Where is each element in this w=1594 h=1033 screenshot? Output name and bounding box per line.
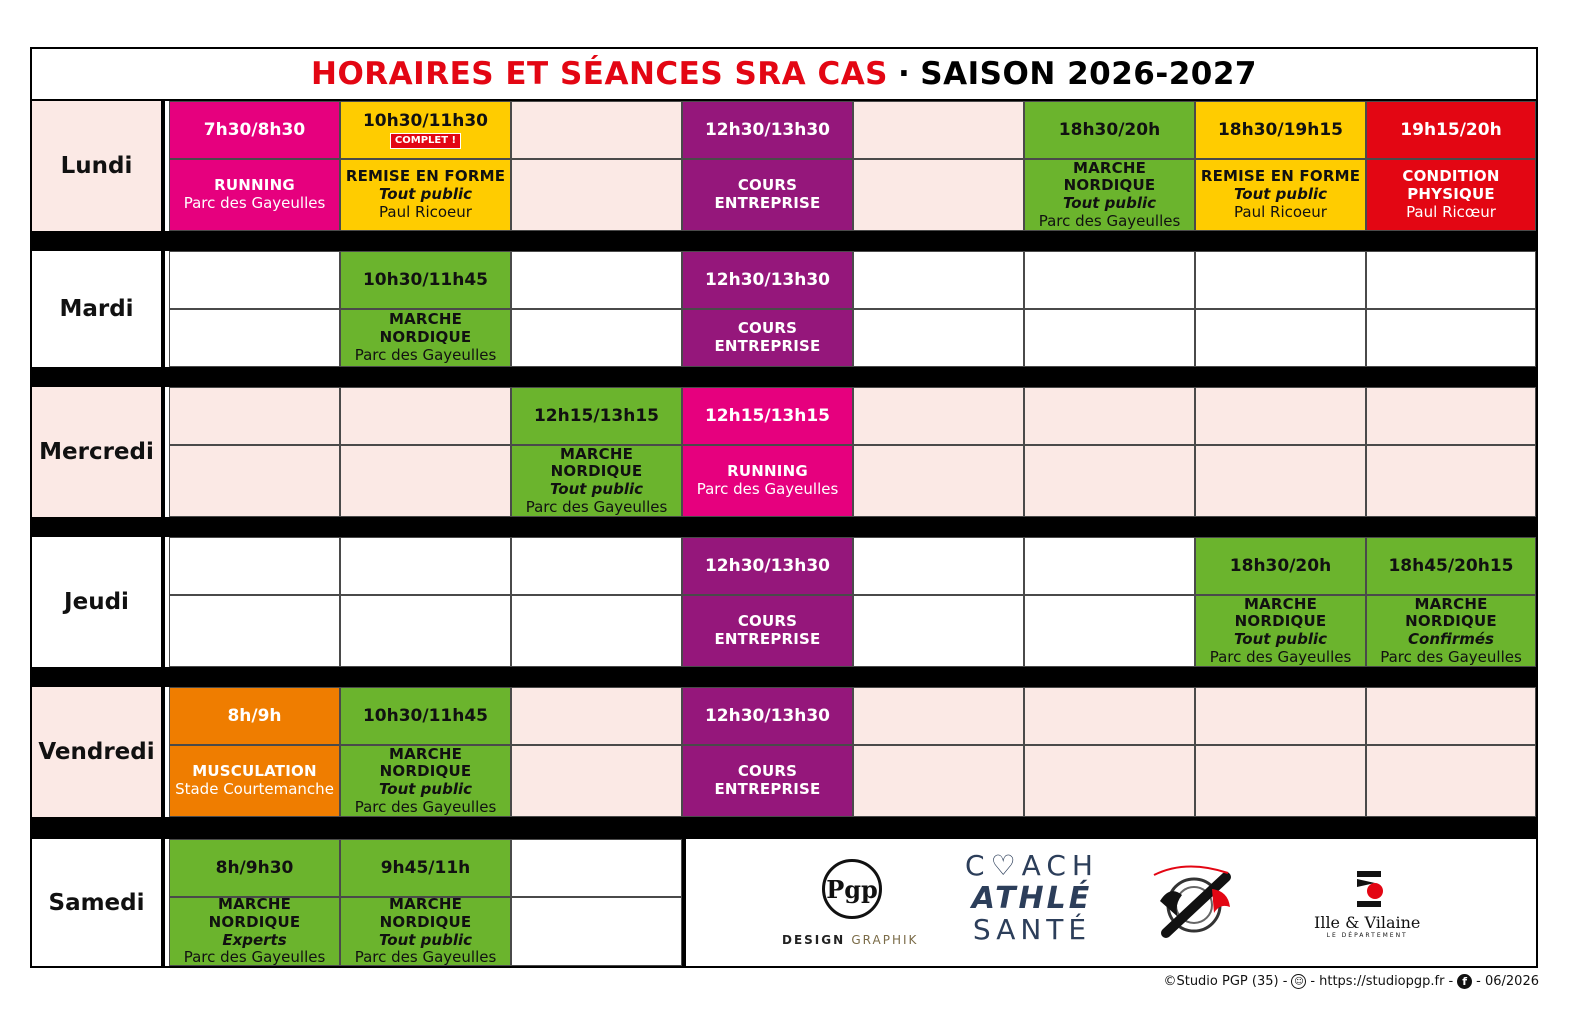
activity-name: RUNNING xyxy=(727,462,808,481)
activity-location: Parc des Gayeulles xyxy=(354,797,497,816)
empty-slot xyxy=(1024,745,1195,817)
session-activity xyxy=(1195,595,1366,667)
row-separator xyxy=(32,667,1536,687)
activity-level: Tout public xyxy=(1233,185,1327,204)
empty-slot xyxy=(511,897,682,966)
activity-level: Tout public xyxy=(378,780,472,798)
session-activity xyxy=(682,595,853,667)
activity-name: CONDITION xyxy=(1402,167,1500,186)
activity-location: Parc des Gayeulles xyxy=(183,194,326,212)
empty-slot xyxy=(340,595,511,667)
empty-slot xyxy=(169,595,340,667)
time-text: 12h30/13h30 xyxy=(704,119,831,140)
day-label-samedi: Samedi xyxy=(32,839,165,966)
activity-location: Paul Ricoeur xyxy=(1234,202,1327,221)
footer-separator: - xyxy=(1448,974,1454,989)
empty-slot xyxy=(1366,251,1536,309)
activity-level: Tout public xyxy=(378,185,472,204)
time-text: 10h30/11h30 xyxy=(362,111,489,132)
time-text: 12h30/13h30 xyxy=(704,269,831,290)
session-time xyxy=(511,387,682,445)
time-text: 18h45/20h15 xyxy=(1388,555,1514,576)
activity-location: Parc des Gayeulles xyxy=(1380,647,1522,666)
empty-slot xyxy=(1024,687,1195,745)
session-activity xyxy=(682,309,853,367)
footer-copyright: ©Studio PGP (35) - xyxy=(1163,974,1288,989)
footer-date: - 06/2026 xyxy=(1476,974,1539,989)
activity-name: COURS ENTREPRISE xyxy=(714,762,821,798)
ille-et-vilaine-subtitle: LE DÉPARTEMENT xyxy=(1326,932,1408,939)
empty-slot xyxy=(1195,309,1366,367)
session-activity xyxy=(169,897,340,966)
pgp-mark: Pgp xyxy=(822,859,882,919)
activity-name-line2: PHYSIQUE xyxy=(1407,185,1495,204)
empty-slot xyxy=(1366,745,1536,817)
activity-name: MUSCULATION xyxy=(192,762,317,781)
footer xyxy=(1163,974,1539,989)
activity-location: Paul Ricoeur xyxy=(379,202,472,221)
session-activity xyxy=(1366,595,1536,667)
time-text: 19h15/20h xyxy=(1400,119,1502,140)
session-time xyxy=(1366,101,1536,159)
stade-rennais-athletisme-logo xyxy=(1146,861,1246,947)
activity-level: Tout public xyxy=(378,930,472,949)
coach-line3: SANTÉ xyxy=(972,912,1092,946)
session-activity xyxy=(340,745,511,817)
activity-name: MARCHE NORDIQUE xyxy=(379,310,472,347)
empty-slot xyxy=(1024,537,1195,595)
empty-slot xyxy=(169,309,340,367)
coach-line2: ATHLÉ xyxy=(971,880,1093,916)
empty-slot xyxy=(511,101,682,159)
ille-et-vilaine-logo xyxy=(1314,869,1420,939)
empty-slot xyxy=(340,445,511,517)
studio-pgp-logo xyxy=(822,859,882,919)
day-label-mardi: Mardi xyxy=(32,251,165,367)
session-time xyxy=(1195,101,1366,159)
session-activity xyxy=(682,745,853,817)
empty-slot xyxy=(340,537,511,595)
pgp-design: DESIGN xyxy=(782,933,846,947)
time-text: 8h/9h xyxy=(227,705,282,726)
empty-slot xyxy=(511,745,682,817)
time-text: 18h30/20h xyxy=(1229,555,1332,576)
empty-slot xyxy=(511,595,682,667)
activity-name: MARCHE NORDIQUE xyxy=(1063,159,1156,195)
activity-level: Tout public xyxy=(1233,630,1327,648)
row-separator xyxy=(32,231,1536,251)
session-time xyxy=(340,101,511,159)
empty-slot xyxy=(511,537,682,595)
ille-et-vilaine-icon xyxy=(1345,869,1389,909)
time-text: 10h30/11h45 xyxy=(362,269,489,290)
empty-slot xyxy=(1195,387,1366,445)
sponsor-logos xyxy=(682,839,1536,966)
complet-badge: COMPLET ! xyxy=(390,133,461,149)
empty-slot xyxy=(511,839,682,897)
activity-location: Parc des Gayeulles xyxy=(354,345,497,364)
empty-slot xyxy=(169,445,340,517)
empty-slot xyxy=(1366,387,1536,445)
activity-name: MARCHE NORDIQUE xyxy=(208,897,301,931)
activity-name: REMISE EN FORME xyxy=(345,167,506,186)
title-season: SAISON 2026-2027 xyxy=(920,56,1257,92)
session-time xyxy=(340,687,511,745)
session-time xyxy=(682,251,853,309)
empty-slot xyxy=(853,251,1024,309)
empty-slot xyxy=(1366,309,1536,367)
time-text: 9h45/11h xyxy=(380,857,471,878)
session-activity xyxy=(1366,159,1536,231)
title-main: HORAIRES ET SÉANCES SRA CAS xyxy=(311,56,889,92)
day-label-mercredi: Mercredi xyxy=(32,387,165,517)
activity-location: Parc des Gayeulles xyxy=(1038,211,1181,230)
empty-slot xyxy=(853,101,1024,159)
facebook-icon[interactable]: f xyxy=(1457,974,1472,989)
session-time xyxy=(1024,101,1195,159)
activity-location: Parc des Gayeulles xyxy=(696,480,839,498)
empty-slot xyxy=(853,687,1024,745)
activity-location: Parc des Gayeulles xyxy=(525,497,668,516)
sra-emblem-icon xyxy=(1146,861,1246,943)
activity-name: MARCHE NORDIQUE xyxy=(379,897,472,931)
schedule-frame xyxy=(30,47,1538,968)
empty-slot xyxy=(169,251,340,309)
activity-name: COURS ENTREPRISE xyxy=(714,612,821,648)
session-time xyxy=(1195,537,1366,595)
empty-slot xyxy=(853,745,1024,817)
empty-slot xyxy=(511,251,682,309)
activity-location: Parc des Gayeulles xyxy=(183,948,326,966)
empty-slot xyxy=(169,537,340,595)
activity-location: Stade Courtemanche xyxy=(175,780,334,798)
time-text: 12h30/13h30 xyxy=(704,555,831,576)
empty-slot xyxy=(853,445,1024,517)
empty-slot xyxy=(1195,445,1366,517)
session-activity xyxy=(1024,159,1195,231)
session-activity xyxy=(340,309,511,367)
empty-slot xyxy=(511,159,682,231)
time-text: 7h30/8h30 xyxy=(203,119,306,140)
empty-slot xyxy=(1195,687,1366,745)
activity-name: COURS ENTREPRISE xyxy=(714,319,821,355)
time-text: 8h/9h30 xyxy=(215,857,294,878)
empty-slot xyxy=(853,159,1024,231)
footer-url[interactable]: https://studiopgp.fr xyxy=(1319,974,1445,989)
empty-slot xyxy=(1024,387,1195,445)
empty-slot xyxy=(1024,309,1195,367)
session-time xyxy=(1366,537,1536,595)
row-separator xyxy=(32,517,1536,537)
empty-slot xyxy=(340,387,511,445)
day-label-jeudi: Jeudi xyxy=(32,537,165,667)
session-time xyxy=(169,687,340,745)
activity-location: Parc des Gayeulles xyxy=(354,948,497,966)
activity-name: MARCHE NORDIQUE xyxy=(1405,595,1497,631)
activity-level: Tout public xyxy=(1062,194,1156,212)
empty-slot xyxy=(511,687,682,745)
session-time xyxy=(682,101,853,159)
activity-name: MARCHE NORDIQUE xyxy=(550,445,643,481)
activity-level: Tout public xyxy=(549,480,643,498)
coach-athle-sante-logo xyxy=(952,851,1112,946)
time-text: 18h30/20h xyxy=(1058,119,1161,140)
empty-slot xyxy=(853,537,1024,595)
empty-slot xyxy=(1024,445,1195,517)
session-time xyxy=(169,839,340,897)
session-activity xyxy=(340,897,511,966)
session-time xyxy=(340,839,511,897)
session-time xyxy=(682,537,853,595)
day-label-vendredi: Vendredi xyxy=(32,687,165,817)
session-time xyxy=(682,387,853,445)
ille-et-vilaine-name: Ille & Vilaine xyxy=(1314,913,1421,932)
time-text: 12h15/13h15 xyxy=(533,405,660,426)
title-separator: · xyxy=(898,56,911,92)
session-activity xyxy=(682,445,853,517)
activity-level: Confirmés xyxy=(1408,630,1494,648)
activity-name: MARCHE NORDIQUE xyxy=(1234,595,1327,631)
activity-name: RUNNING xyxy=(214,176,295,195)
session-time xyxy=(169,101,340,159)
empty-slot xyxy=(1366,687,1536,745)
empty-slot xyxy=(169,387,340,445)
session-activity xyxy=(511,445,682,517)
empty-slot xyxy=(1195,251,1366,309)
day-label-lundi: Lundi xyxy=(32,101,165,231)
empty-slot xyxy=(853,387,1024,445)
activity-location: Parc des Gayeulles xyxy=(1209,647,1352,666)
time-text: 10h30/11h45 xyxy=(362,705,489,726)
time-text: 18h30/19h15 xyxy=(1217,119,1344,140)
activity-location: Paul Ricœur xyxy=(1406,202,1496,221)
empty-slot xyxy=(1024,251,1195,309)
activity-name: MARCHE NORDIQUE xyxy=(379,745,472,781)
footer-separator: - xyxy=(1310,974,1316,989)
session-activity xyxy=(682,159,853,231)
activity-name: REMISE EN FORME xyxy=(1200,167,1361,186)
pgp-graphik: GRAPHIK xyxy=(851,933,919,947)
session-activity xyxy=(340,159,511,231)
page-title xyxy=(32,49,1536,101)
activity-level: Experts xyxy=(222,930,287,949)
session-time xyxy=(682,687,853,745)
session-activity xyxy=(169,159,340,231)
empty-slot xyxy=(1195,745,1366,817)
session-activity xyxy=(169,745,340,817)
empty-slot xyxy=(853,309,1024,367)
session-time xyxy=(340,251,511,309)
time-text: 12h15/13h15 xyxy=(704,405,831,426)
time-text: 12h30/13h30 xyxy=(704,705,831,726)
coach-line1: C♡ACH xyxy=(965,849,1099,882)
empty-slot xyxy=(853,595,1024,667)
row-separator xyxy=(32,817,1536,839)
activity-name: COURS ENTREPRISE xyxy=(714,176,821,212)
pgp-caption xyxy=(782,933,918,947)
empty-slot xyxy=(1366,445,1536,517)
session-activity xyxy=(1195,159,1366,231)
studio-pgp-icon: ☺ xyxy=(1291,974,1306,989)
empty-slot xyxy=(511,309,682,367)
row-separator xyxy=(32,367,1536,387)
empty-slot xyxy=(1024,595,1195,667)
